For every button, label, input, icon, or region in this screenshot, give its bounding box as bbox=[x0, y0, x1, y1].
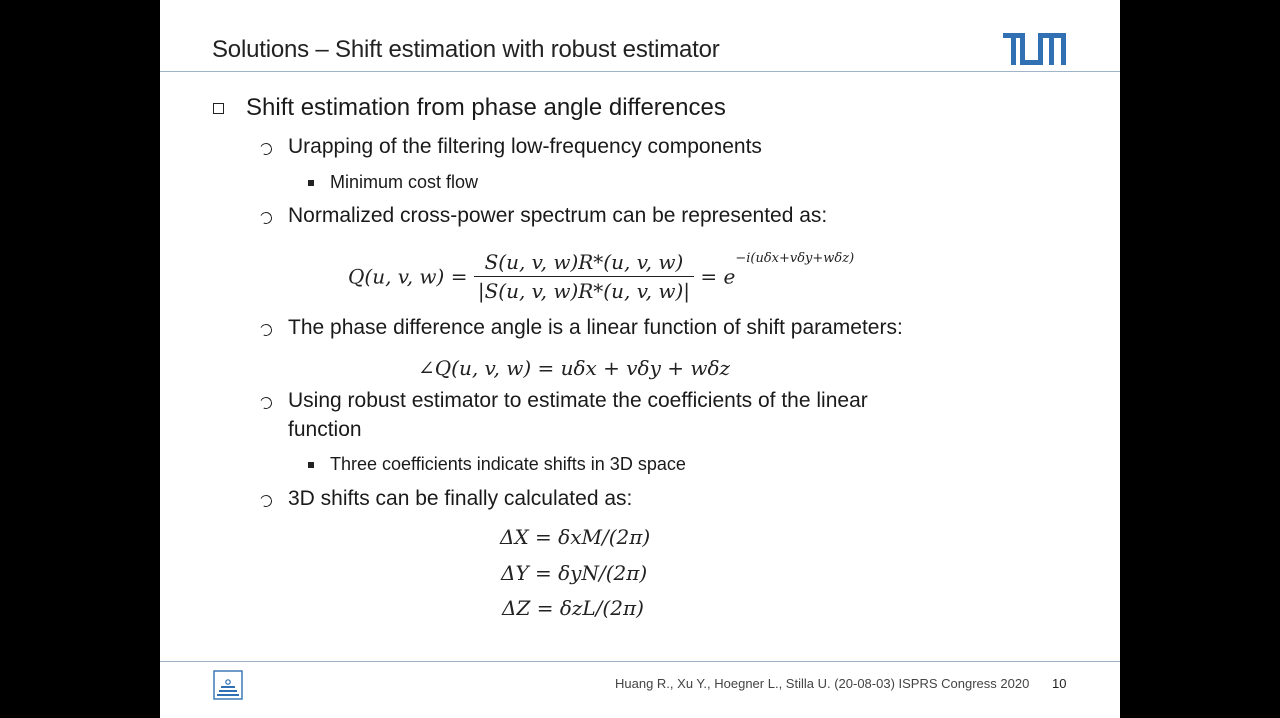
equation-delta-x: ΔX = δxM/(2π) bbox=[500, 525, 651, 549]
footer-citation: Huang R., Xu Y., Hoegner L., Stilla U. (20-08-03) ISPRS Congress 2020 bbox=[615, 676, 1030, 691]
header-divider bbox=[160, 71, 1120, 72]
eq-q-exponent: −i(uδx+vδy+wδz) bbox=[735, 251, 855, 267]
equation-phase-angle: ∠Q(u, v, w) = uδx + vδy + wδz bbox=[418, 356, 731, 380]
bullet-robust-estimator: Using robust estimator to estimate the coefficients of the linear bbox=[288, 389, 868, 412]
slide bbox=[160, 0, 1120, 718]
square-bullet-icon bbox=[213, 103, 224, 114]
page-number: 10 bbox=[1052, 676, 1067, 691]
bullet-3d-shifts: 3D shifts can be finally calculated as: bbox=[288, 487, 633, 510]
eq-q-fraction bbox=[474, 250, 694, 303]
tum-logo bbox=[1003, 33, 1066, 65]
bullet-robust-estimator-cont: function bbox=[288, 418, 362, 441]
bullet-main: Shift estimation from phase angle differences bbox=[246, 94, 726, 121]
circle-bullet-icon bbox=[258, 493, 273, 508]
slide-title: Solutions – Shift estimation with robust estimator bbox=[212, 36, 720, 63]
bullet-phase-difference: The phase difference angle is a linear function of shift parameters: bbox=[288, 316, 903, 339]
circle-bullet-icon bbox=[258, 322, 273, 337]
circle-bullet-icon bbox=[258, 395, 273, 410]
square-small-bullet-icon bbox=[308, 180, 314, 186]
bullet-min-cost-flow: Minimum cost flow bbox=[330, 172, 479, 192]
eq-q-numerator: S(u, v, w)R*(u, v, w) bbox=[484, 250, 684, 274]
bullet-three-coefficients: Three coefficients indicate shifts in 3D space bbox=[330, 454, 686, 474]
equation-delta-z: ΔZ = δzL/(2π) bbox=[502, 596, 644, 620]
circle-bullet-icon bbox=[258, 210, 273, 225]
bullet-unwrapping: Urapping of the filtering low-frequency components bbox=[288, 135, 762, 158]
equation-cross-power bbox=[348, 250, 854, 303]
eq-q-denominator: |S(u, v, w)R*(u, v, w)| bbox=[474, 276, 694, 303]
eq-q-rhs: = e bbox=[700, 264, 736, 289]
equation-delta-y: ΔY = δyN/(2π) bbox=[501, 561, 648, 585]
eq-q-lhs: Q(u, v, w) = bbox=[348, 264, 468, 289]
bullet-cross-power: Normalized cross-power spectrum can be represented as: bbox=[288, 204, 828, 227]
circle-bullet-icon bbox=[258, 141, 273, 156]
footer-divider bbox=[160, 661, 1120, 662]
square-small-bullet-icon bbox=[308, 462, 314, 468]
home-icon[interactable] bbox=[213, 670, 243, 700]
